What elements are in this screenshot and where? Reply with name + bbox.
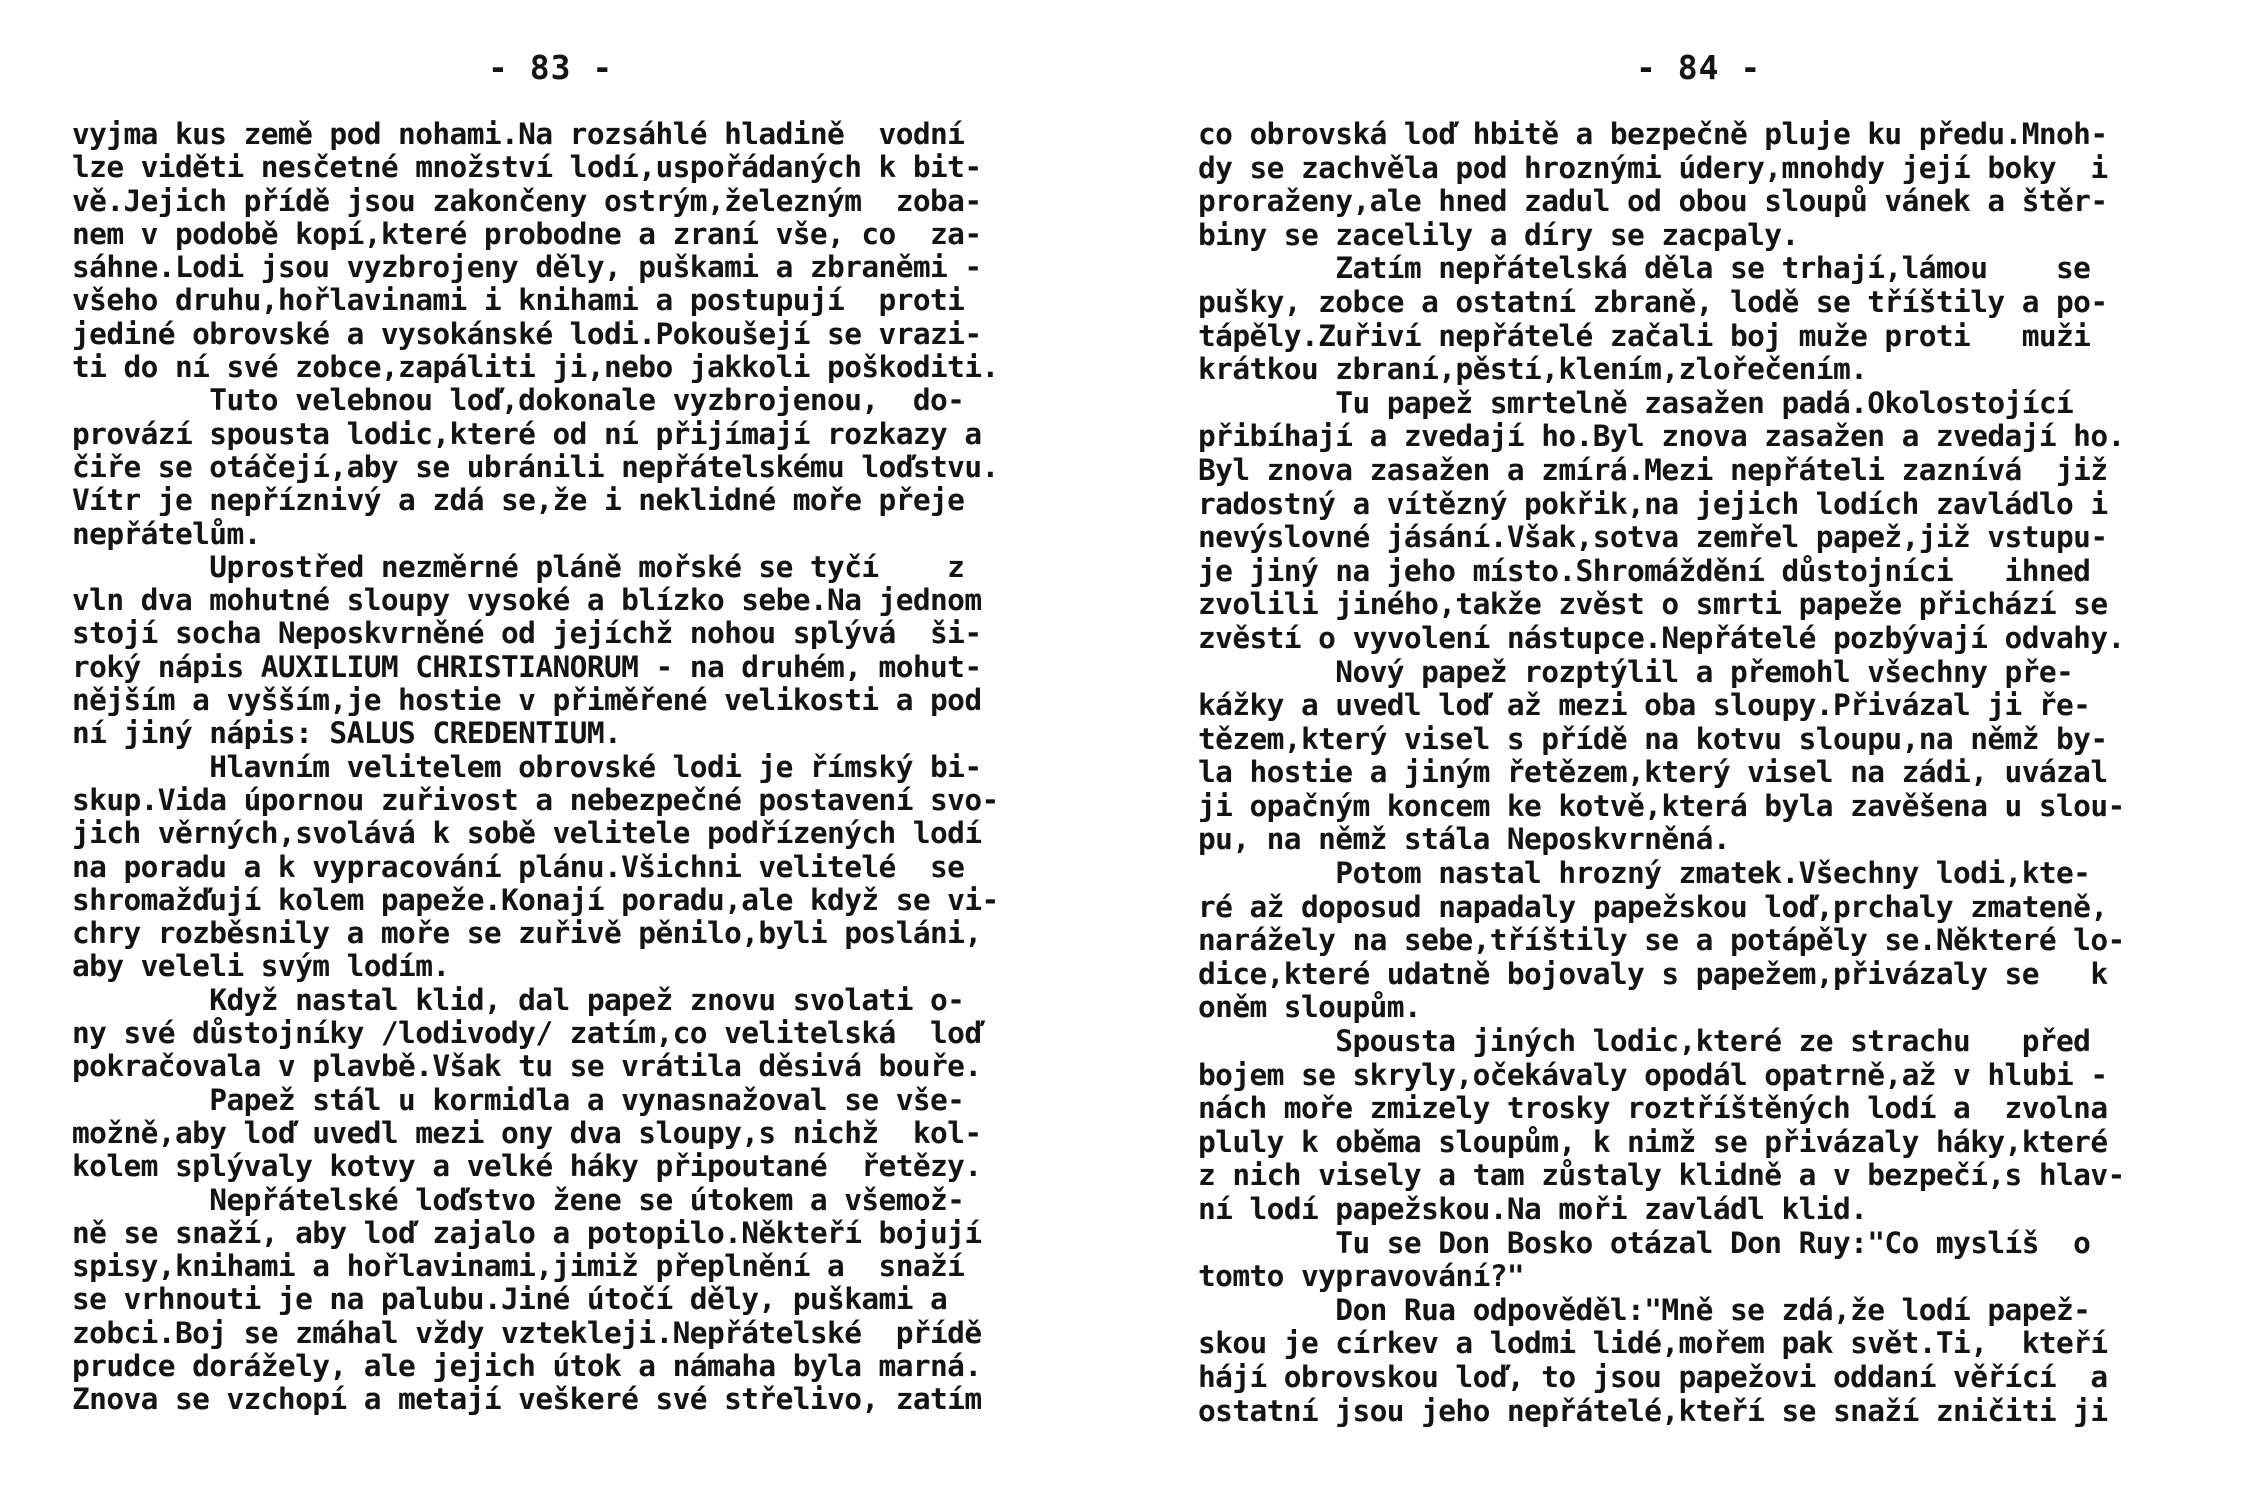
text-line: ré až doposud napadaly papežskou loď,prchaly zmateně, — [1198, 890, 2108, 924]
text-line: ji opačným koncem ke kotvě,která byla zavěšena u slou- — [1198, 789, 2125, 823]
page-number: - 84 - — [1636, 48, 1762, 87]
text-line: stojí socha Neposkvrněné od jejíchž nohou splývá ši- — [72, 617, 982, 651]
text-line: přibíhají a zvedají ho.Byl znova zasažen a zvedají ho. — [1198, 420, 2125, 454]
text-line: Hlavním velitelem obrovské lodi je římský bi- — [72, 750, 982, 784]
text-line: ostatní jsou jeho nepřátelé,kteří se snaží zničiti ji — [1198, 1394, 2108, 1428]
text-line: Vítr je nepříznivý a zdá se,že i neklidné moře přeje — [72, 484, 965, 518]
text-line: ní lodí papežskou.Na moři zavládl klid. — [1198, 1193, 1868, 1226]
text-line: skup.Vida úpornou zuřivost a nebezpečné postavení svo- — [72, 783, 999, 817]
text-line: krátkou zbraní,pěstí,klením,zlořečením. — [1198, 353, 1868, 387]
text-line: vyjma kus země pod nohami.Na rozsáhlé hladině vodní — [72, 118, 965, 151]
page-number: - 83 - — [488, 48, 614, 87]
text-line: provází spousta lodic,které od ní přijímají rozkazy a — [72, 417, 982, 451]
text-line: hájí obrovskou loď, to jsou papežovi oddaní věřící a — [1198, 1360, 2108, 1394]
text-line: proraženy,ale hned zadul od obou sloupů vánek a štěr- — [1198, 185, 2108, 219]
text-line: Nepřátelské loďstvo žene se útokem a všemož- — [72, 1183, 965, 1217]
text-line: ti do ní své zobce,zapáliti ji,nebo jakkoli poškoditi. — [72, 351, 999, 385]
text-line: ně se snaží, aby loď zajalo a potopilo.Někteří bojují — [72, 1216, 982, 1250]
text-line: ny své důstojníky /lodivody/ zatím,co velitelská loď — [72, 1017, 982, 1051]
text-line: pušky, zobce a ostatní zbraně, lodě se tříštily a po- — [1198, 285, 2108, 319]
text-line: zobci.Boj se zmáhal vždy vztekleji.Nepřátelské přídě — [72, 1316, 982, 1350]
text-line: Tu se Don Bosko otázal Don Ruy:"Co myslíš o — [1198, 1226, 2091, 1260]
text-line: zvolili jiného,takže zvěst o smrti papeže přichází se — [1198, 588, 2108, 622]
text-line: bojem se skryly,očekávaly opodál opatrně,až v hlubi - — [1198, 1058, 2108, 1092]
text-line: Potom nastal hrozný zmatek.Všechny lodi,kte- — [1198, 857, 2091, 891]
text-line: tomto vypravování?" — [1198, 1260, 1525, 1294]
text-line: aby veleli svým lodím. — [72, 950, 450, 984]
text-line: vln dva mohutné sloupy vysoké a blízko sebe.Na jednom — [72, 584, 982, 618]
text-line: pokračovala v plavbě.Však tu se vrátila děsivá bouře. — [72, 1050, 982, 1084]
text-line: je jiný na jeho místo.Shromáždění důstojníci ihned — [1198, 554, 2091, 588]
text-line: pluly k oběma sloupům, k nimž se přivázaly háky,které — [1198, 1125, 2108, 1159]
text-line: la hostie a jiným řetězem,který visel na zádi, uvázal — [1198, 756, 2108, 790]
text-line: na poradu a k vypracování plánu.Všichni velitelé se — [72, 850, 965, 884]
text-line: shromažďují kolem papeže.Konají poradu,ale když se vi- — [72, 883, 999, 917]
text-line: dy se zachvěla pod hroznými údery,mnohdy její boky i — [1198, 151, 2108, 185]
text-line: nepřátelům. — [72, 517, 261, 551]
text-line: radostný a vítězný pokřik,na jejich lodích zavládlo i — [1198, 487, 2108, 521]
text-line: Papež stál u kormidla a vynasnažoval se vše- — [72, 1083, 965, 1117]
text-line: pu, na němž stála Neposkvrněná. — [1198, 823, 1730, 857]
page-text — [72, 118, 1062, 1417]
text-line: Don Rua odpověděl:"Mně se zdá,že lodí papež- — [1198, 1293, 2091, 1327]
text-line: jich věrných,svolává k sobě velitele podřízených lodí — [72, 817, 982, 851]
text-line: všeho druhu,hořlavinami i knihami a postupují proti — [72, 284, 965, 318]
text-line: nevýslovné jásání.Však,sotva zemřel papež,již vstupu- — [1198, 521, 2108, 555]
text-line: co obrovská loď hbitě a bezpečně pluje ku předu.Mnoh- — [1198, 118, 2108, 151]
text-line: Byl znova zasažen a zmírá.Mezi nepřáteli zaznívá již — [1198, 453, 2108, 487]
text-line: Spousta jiných lodic,které ze strachu před — [1198, 1025, 2091, 1059]
text-line: Když nastal klid, dal papež znovu svolati o- — [72, 983, 965, 1017]
text-line: lze viděti nesčetné množství lodí,uspořádaných k bit- — [72, 151, 982, 185]
text-line: narážely na sebe,tříštily se a potápěly se.Některé lo- — [1198, 924, 2125, 958]
text-line: kolem splývaly kotvy a velké háky připoutané řetězy. — [72, 1150, 982, 1184]
text-line: Tu papež smrtelně zasažen padá.Okolostojící — [1198, 386, 2074, 420]
text-line: dice,které udatně bojovaly s papežem,přivázaly se k — [1198, 957, 2108, 991]
text-line: spisy,knihami a hořlavinami,jimiž přeplnění a snaží — [72, 1250, 965, 1284]
text-line: ní jiný nápis: SALUS CREDENTIUM. — [72, 717, 622, 751]
text-line: nějším a vyšším,je hostie v přiměřené velikosti a pod — [72, 684, 982, 718]
text-line: chry rozběsnily a moře se zuřivě pěnilo,byli posláni, — [72, 917, 982, 951]
text-line: se vrhnouti je na palubu.Jiné útočí děly, puškami a — [72, 1283, 948, 1317]
text-line: oněm sloupům. — [1198, 991, 1422, 1025]
text-line: skou je církev a lodmi lidé,mořem pak svět.Ti, kteří — [1198, 1327, 2108, 1361]
text-line: vě.Jejich přídě jsou zakončeny ostrým,železným zoba- — [72, 184, 982, 218]
text-line: kážky a uvedl loď až mezi oba sloupy.Přivázal ji ře- — [1198, 689, 2091, 723]
text-line: nách moře zmizely trosky roztříštěných lodí a zvolna — [1198, 1092, 2108, 1126]
text-line: sáhne.Lodi jsou vyzbrojeny děly, puškami a zbraněmi - — [72, 251, 982, 285]
text-line: tězem,který visel s přídě na kotvu sloupu,na němž by- — [1198, 722, 2108, 756]
text-line: zvěstí o vyvolení nástupce.Nepřátelé pozbývají odvahy. — [1198, 621, 2125, 655]
text-line: jediné obrovské a vysokánské lodi.Pokoušejí se vrazi- — [72, 317, 982, 351]
right-page — [1130, 0, 2260, 1500]
text-line: Nový papež rozptýlil a přemohl všechny pře- — [1198, 655, 2074, 689]
text-line: biny se zacelily a díry se zacpaly. — [1198, 218, 1799, 252]
text-line: možně,aby loď uvedl mezi ony dva sloupy,s nichž kol- — [72, 1116, 982, 1150]
text-line: čiře se otáčejí,aby se ubránili nepřátelskému loďstvu. — [72, 450, 999, 484]
page-text — [1198, 118, 2208, 1428]
text-line: prudce dorážely, ale jejich útok a námaha byla marná. — [72, 1349, 982, 1383]
text-line: nem v podobě kopí,které probodne a zraní vše, co za- — [72, 217, 982, 251]
text-line: Tuto velebnou loď,dokonale vyzbrojenou, do- — [72, 384, 965, 418]
text-line: tápěly.Zuřiví nepřátelé začali boj muže proti muži — [1198, 319, 2091, 353]
text-line: Uprostřed nezměrné pláně mořské se tyčí z — [72, 550, 965, 584]
text-line: z nich visely a tam zůstaly klidně a v bezpečí,s hlav- — [1198, 1159, 2125, 1193]
text-line: Zatím nepřátelská děla se trhají,lámou se — [1198, 252, 2091, 286]
text-line: Znova se vzchopí a metají veškeré své střelivo, zatím — [72, 1383, 982, 1417]
text-line: roký nápis AUXILIUM CHRISTIANORUM - na druhém, mohut- — [72, 650, 982, 684]
